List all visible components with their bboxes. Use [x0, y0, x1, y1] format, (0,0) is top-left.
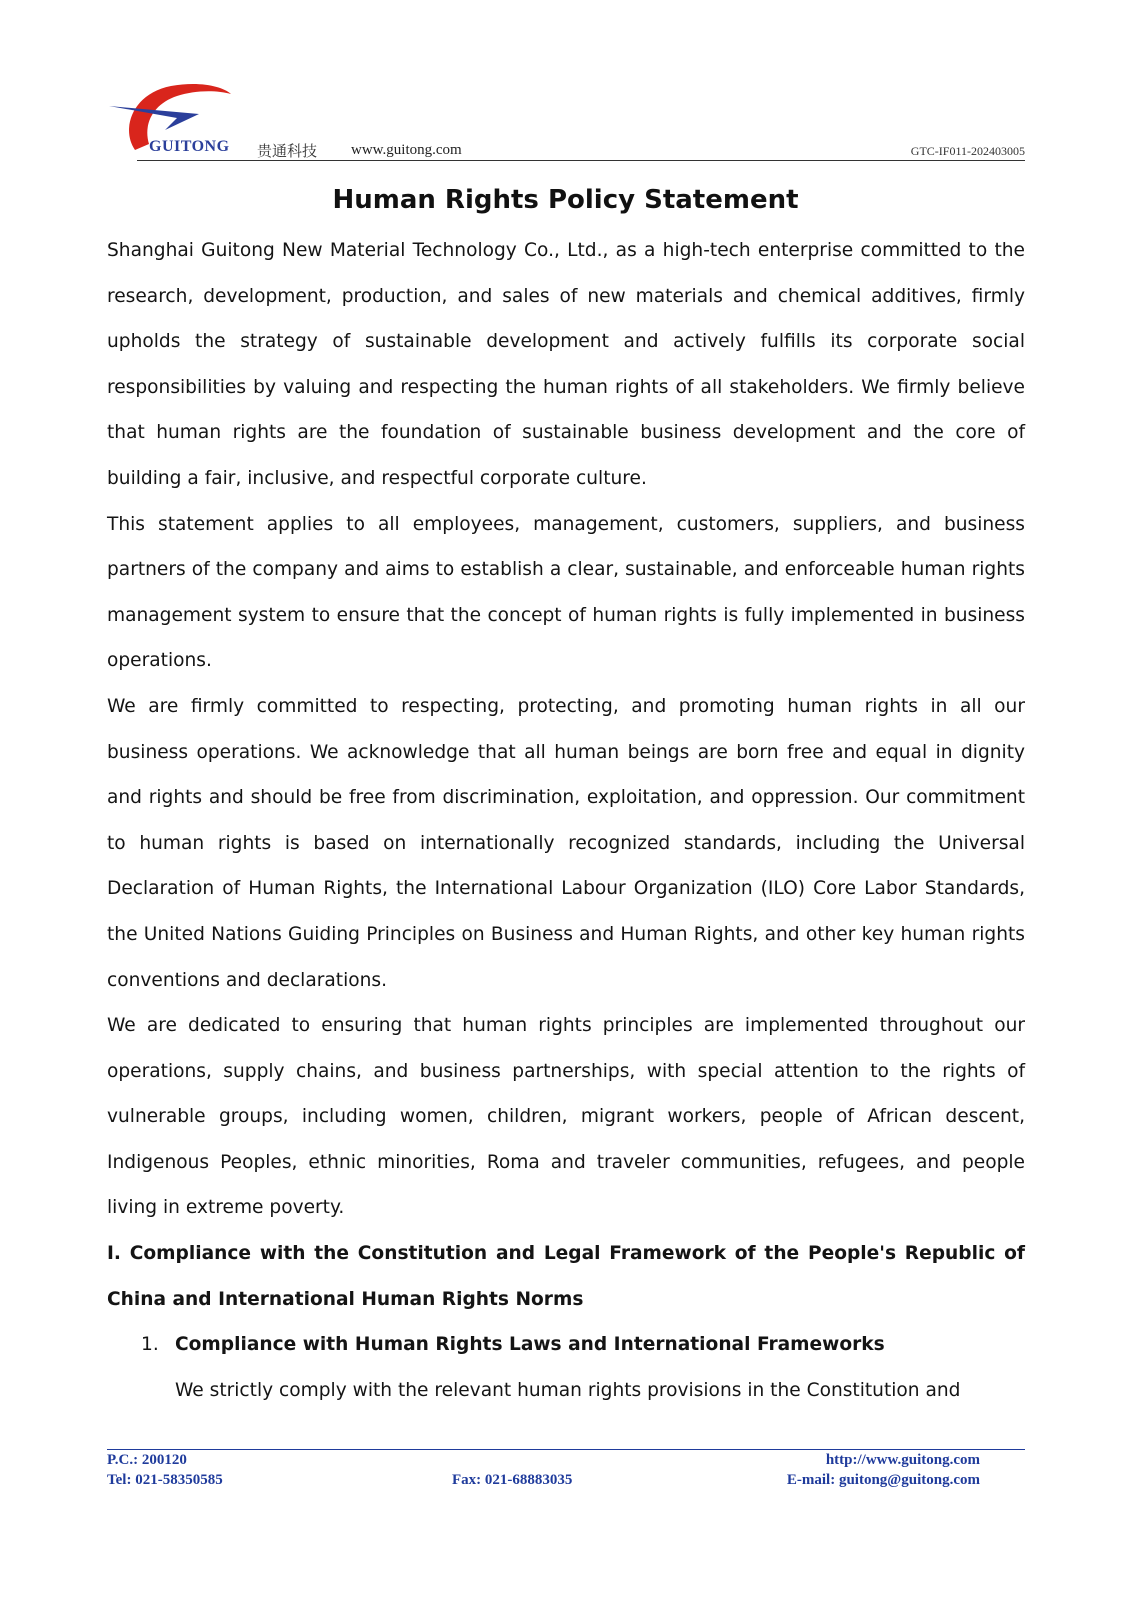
footer-divider: [107, 1449, 1025, 1450]
footer-telephone: Tel: 021-58350585: [107, 1472, 223, 1488]
document-body: [107, 228, 1025, 1413]
paragraph-vulnerable-groups: We are dedicated to ensuring that human rights principles are implemented throughout our operations, supply chains, and business partnerships, with special attention to the rights of vulnerable groups, including women, children, migrant workers, people of African descent, Indigenous Peoples, ethnic minorities, Roma and traveler communities, refugees, and people living in extreme poverty.: [107, 1015, 1025, 1219]
paragraph-scope: This statement applies to all employees, management, customers, suppliers, and business partners of the company and aims to establish a clear, sustainable, and enforceable human rights management system to ensure that the concept of human rights is fully implemented in business operations.: [107, 513, 1025, 672]
company-chinese-name: 贵通科技: [257, 142, 318, 160]
document-code: GTC-IF011-202403005: [910, 144, 1025, 158]
item-title: Compliance with Human Rights Laws and International Frameworks: [175, 1334, 885, 1356]
numbered-item-1: [107, 1322, 1025, 1368]
header-website: www.guitong.com: [351, 142, 462, 158]
paragraph-intro: Shanghai Guitong New Material Technology Co., Ltd., as a high-tech enterprise committed to the research, development, production, and sales of new materials and chemical additives, firmly upholds the strategy of sustainable development and actively fulfills its corporate social responsibilities by valuing and respecting the human rights of all stakeholders. We firmly believe that human rights are the foundation of sustainable business development and the core of building a fair, inclusive, and respectful corporate culture.: [107, 240, 1025, 489]
item-1-text: We strictly comply with the relevant human rights provisions in the Constitution and: [175, 1379, 961, 1401]
item-number: 1.: [141, 1334, 159, 1356]
footer-website-link[interactable]: http://www.guitong.com: [825, 1452, 980, 1468]
footer-fax: Fax: 021-68883035: [452, 1472, 573, 1488]
logo-text: GUITONG: [149, 138, 230, 155]
guitong-logo: [107, 78, 237, 158]
footer-postal-code: P.C.: 200120: [107, 1452, 187, 1468]
footer-email-link[interactable]: E-mail: guitong@guitong.com: [786, 1472, 980, 1488]
header-divider: [137, 160, 1025, 161]
paragraph-commitment: We are firmly committed to respecting, protecting, and promoting human rights in all our business operations. We acknowledge that all human beings are born free and equal in dignity and rights and should be free from discrimination, exploitation, and oppression. Our commitment to human rights is based on internationally recognized standards, including the Universal Declaration of Human Rights, the International Labour Organization (ILO) Core Labor Standards, the United Nations Guiding Principles on Business and Human Rights, and other key human rights conventions and declarations.: [107, 695, 1025, 991]
section-heading-1: I. Compliance with the Constitution and Legal Framework of the People's Republic of China and International Human Rights Norms: [107, 1243, 1025, 1310]
page-title: Human Rights Policy Statement: [332, 185, 799, 215]
